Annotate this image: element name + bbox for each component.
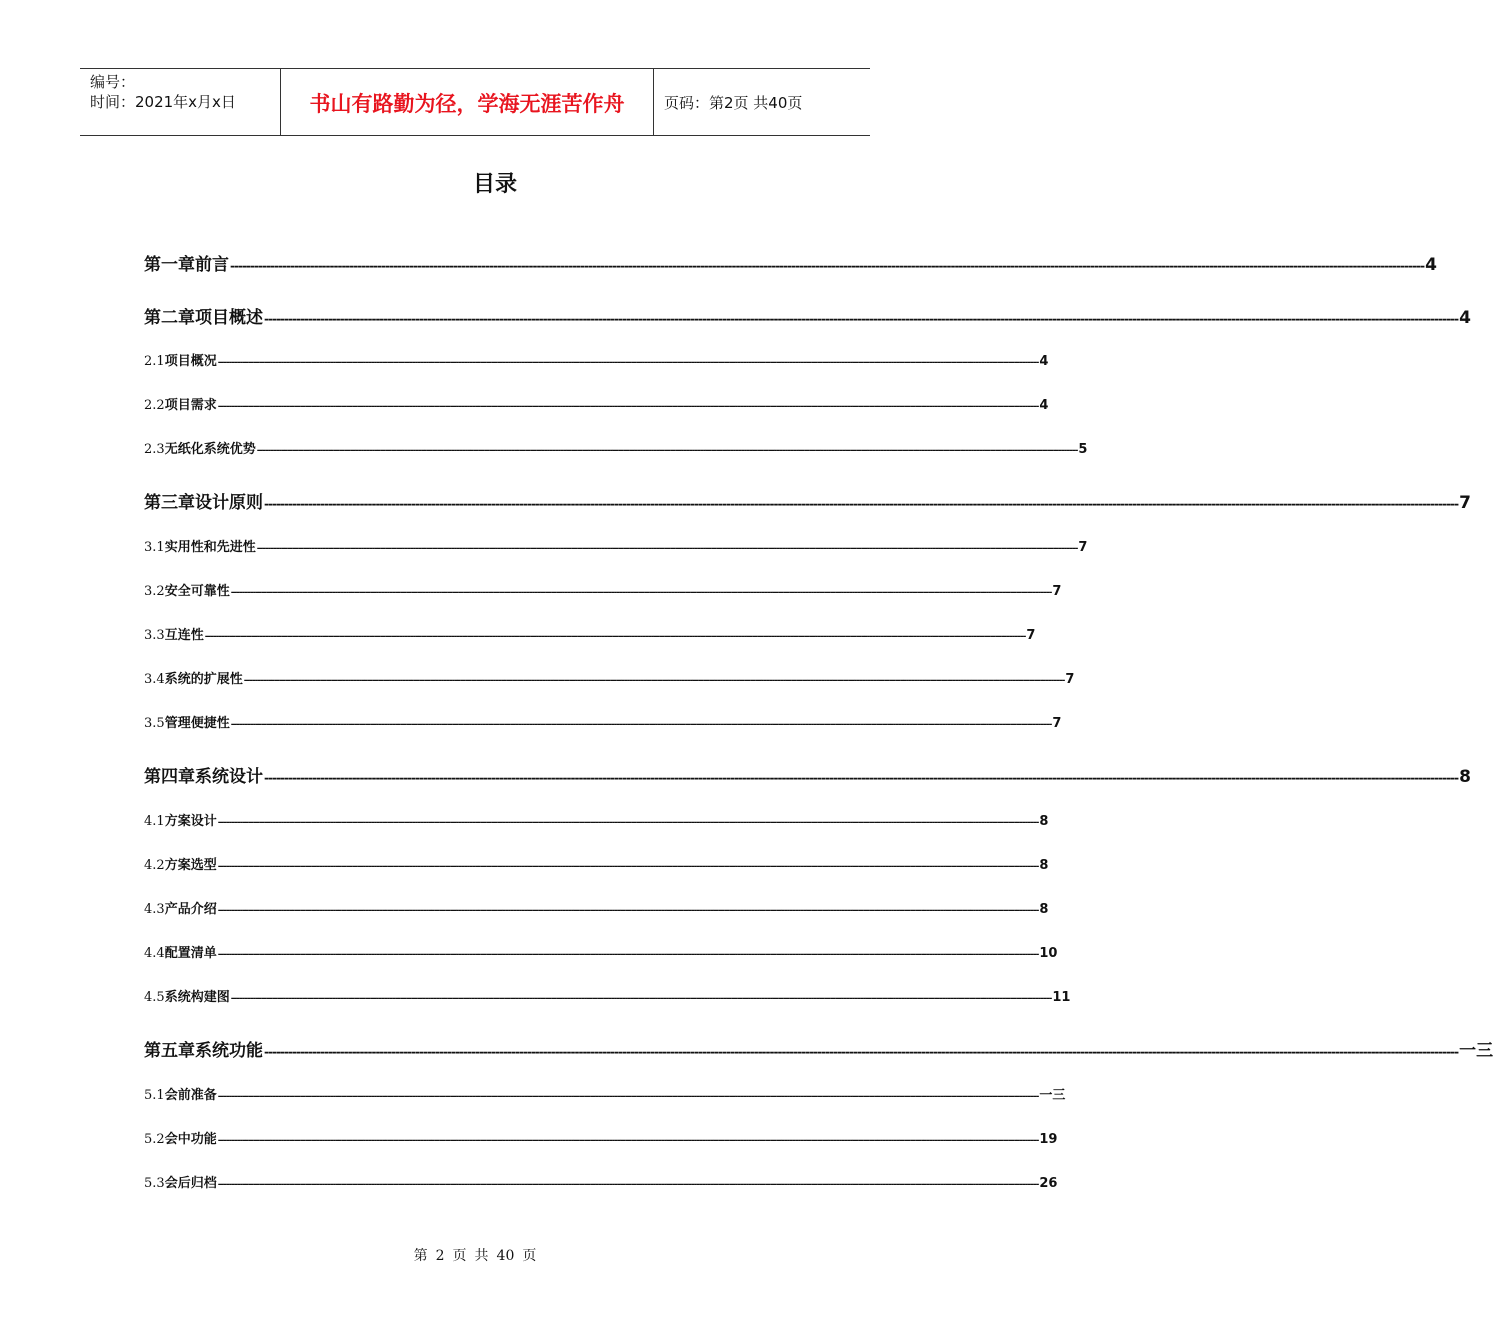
toc-page: 8 <box>1039 814 1049 829</box>
toc-chapter[interactable] <box>144 490 1471 516</box>
toc-leader: ------------------------------------------------------------------------------------------------------------------------------------------------------------------------------------------------------------------------------------------------------------------------------------------------------------ <box>230 588 1052 598</box>
toc-leader: ------------------------------------------------------------------------------------------------------------------------------------------------------------------------------------------------------------------------------------------------------------------------------------------------------------ <box>264 312 1459 326</box>
toc-title-text: 会中功能 <box>164 1132 217 1147</box>
footer-ye: 页 <box>452 1248 467 1264</box>
header-meta <box>80 69 281 135</box>
toc-page: 19 <box>1039 1132 1058 1147</box>
toc-page: 8 <box>1459 767 1471 787</box>
toc-leader: ------------------------------------------------------------------------------------------------------------------------------------------------------------------------------------------------------------------------------------------------------------------------------------------------------------ <box>217 950 1039 960</box>
toc-leader: ------------------------------------------------------------------------------------------------------------------------------------------------------------------------------------------------------------------------------------------------------------------------------------------------------------ <box>264 771 1459 785</box>
toc-title-text: 会后归档 <box>164 1176 217 1191</box>
toc-section[interactable] <box>144 1174 1058 1194</box>
toc-title: 目录 <box>472 172 517 197</box>
toc-leader: ------------------------------------------------------------------------------------------------------------------------------------------------------------------------------------------------------------------------------------------------------------------------------------------------------------ <box>256 446 1078 456</box>
toc-title-text: 方案选型 <box>164 858 217 873</box>
toc-title-text: 项目概述 <box>195 308 263 328</box>
toc-title-text: 管理便捷性 <box>164 716 230 731</box>
toc-leader: ------------------------------------------------------------------------------------------------------------------------------------------------------------------------------------------------------------------------------------------------------------------------------------------------------------ <box>217 818 1039 828</box>
toc-title-text: 系统的扩展性 <box>164 672 243 687</box>
toc-title-text: 产品介绍 <box>164 902 217 917</box>
toc-number: 5.1 <box>144 1088 165 1103</box>
toc-number: 4.5 <box>144 990 165 1005</box>
toc-number: 2.1 <box>144 354 165 369</box>
toc-leader: ------------------------------------------------------------------------------------------------------------------------------------------------------------------------------------------------------------------------------------------------------------------------------------------------------------ <box>204 632 1026 642</box>
toc-leader: ------------------------------------------------------------------------------------------------------------------------------------------------------------------------------------------------------------------------------------------------------------------------------------------------------------ <box>230 994 1052 1004</box>
toc-title-text: 项目需求 <box>164 398 217 413</box>
toc-leader: ------------------------------------------------------------------------------------------------------------------------------------------------------------------------------------------------------------------------------------------------------------------------------------------------------------ <box>230 720 1052 730</box>
toc-title-text: 系统设计 <box>195 767 263 787</box>
toc-leader: ------------------------------------------------------------------------------------------------------------------------------------------------------------------------------------------------------------------------------------------------------------------------------------------------------------ <box>217 906 1039 916</box>
toc-page: 11 <box>1052 990 1071 1005</box>
toc-title-text: 会前准备 <box>164 1088 217 1103</box>
toc-number: 3.1 <box>144 540 165 555</box>
toc-title-text: 安全可靠性 <box>164 584 230 599</box>
toc-page: 4 <box>1039 398 1049 413</box>
toc-chapter[interactable] <box>144 252 1437 278</box>
toc-number: 5.2 <box>144 1132 165 1147</box>
toc-section[interactable] <box>144 714 1062 734</box>
toc-title-text: 配置清单 <box>164 946 217 961</box>
footer-ye2: 页 <box>522 1248 537 1264</box>
toc-section[interactable] <box>144 670 1075 690</box>
toc-leader: ------------------------------------------------------------------------------------------------------------------------------------------------------------------------------------------------------------------------------------------------------------------------------------------------------------ <box>217 1092 1039 1102</box>
toc-number: 3.5 <box>144 716 165 731</box>
toc-section[interactable] <box>144 1086 1066 1106</box>
toc-leader: ------------------------------------------------------------------------------------------------------------------------------------------------------------------------------------------------------------------------------------------------------------------------------------------------------------ <box>217 862 1039 872</box>
toc-page: 7 <box>1065 672 1075 687</box>
toc-leader: ------------------------------------------------------------------------------------------------------------------------------------------------------------------------------------------------------------------------------------------------------------------------------------------------------------ <box>217 1180 1039 1190</box>
toc-section[interactable] <box>144 440 1088 460</box>
toc-page: 4 <box>1459 308 1471 328</box>
toc-section[interactable] <box>144 396 1049 416</box>
toc-title-text: 方案设计 <box>164 814 217 829</box>
toc-number: 第二章 <box>144 308 195 328</box>
toc-section[interactable] <box>144 856 1049 876</box>
toc-number: 第一章 <box>144 255 195 275</box>
toc-title-text: 实用性和先进性 <box>164 540 256 555</box>
toc-title-text: 互连性 <box>164 628 204 643</box>
toc-leader: ------------------------------------------------------------------------------------------------------------------------------------------------------------------------------------------------------------------------------------------------------------------------------------------------------------ <box>217 402 1039 412</box>
toc-number: 4.4 <box>144 946 165 961</box>
page-footer <box>0 1246 950 1266</box>
toc-title-text: 项目概况 <box>164 354 217 369</box>
footer-gong: 共 <box>474 1248 489 1264</box>
toc-page: 4 <box>1425 255 1437 275</box>
toc-page: 8 <box>1039 902 1049 917</box>
toc-page: 7 <box>1052 584 1062 599</box>
toc-number: 3.3 <box>144 628 165 643</box>
toc-section[interactable] <box>144 812 1049 832</box>
toc-number: 第三章 <box>144 493 195 513</box>
toc-section[interactable] <box>144 582 1062 602</box>
header-motto: 书山有路勤为径，学海无涯苦作舟 <box>281 69 654 135</box>
toc-page: 7 <box>1078 540 1088 555</box>
toc-page: 5 <box>1078 442 1088 457</box>
toc-page: 7 <box>1052 716 1062 731</box>
number-label: 编号： <box>90 73 136 91</box>
toc-leader: ------------------------------------------------------------------------------------------------------------------------------------------------------------------------------------------------------------------------------------------------------------------------------------------------------------ <box>264 497 1459 511</box>
toc-title-text: 系统功能 <box>195 1041 263 1061</box>
time-label: 时间：2021年x月x日 <box>90 93 236 111</box>
toc-leader: ------------------------------------------------------------------------------------------------------------------------------------------------------------------------------------------------------------------------------------------------------------------------------------------------------------ <box>256 544 1078 554</box>
toc-section[interactable] <box>144 538 1088 558</box>
toc-leader: ------------------------------------------------------------------------------------------------------------------------------------------------------------------------------------------------------------------------------------------------------------------------------------------------------------ <box>217 358 1039 368</box>
page-header <box>80 68 870 136</box>
toc-title-text: 系统构建图 <box>164 990 230 1005</box>
toc-chapter[interactable] <box>144 1038 1493 1064</box>
toc-section[interactable] <box>144 352 1049 372</box>
footer-current-page: 2 <box>435 1248 445 1264</box>
footer-total-pages: 40 <box>496 1248 515 1264</box>
toc-number: 3.4 <box>144 672 165 687</box>
toc-section[interactable] <box>144 626 1036 646</box>
toc-page: 7 <box>1459 493 1471 513</box>
toc-leader: ------------------------------------------------------------------------------------------------------------------------------------------------------------------------------------------------------------------------------------------------------------------------------------------------------------ <box>217 1136 1039 1146</box>
toc-number: 4.2 <box>144 858 165 873</box>
toc-page: 7 <box>1026 628 1036 643</box>
toc-number: 2.2 <box>144 398 165 413</box>
toc-section[interactable] <box>144 988 1071 1008</box>
toc-page: 10 <box>1039 946 1058 961</box>
toc-section[interactable] <box>144 1130 1058 1150</box>
toc-number: 5.3 <box>144 1176 165 1191</box>
toc-leader: ------------------------------------------------------------------------------------------------------------------------------------------------------------------------------------------------------------------------------------------------------------------------------------------------------------ <box>264 1045 1459 1059</box>
toc-page: 一三 <box>1039 1088 1066 1103</box>
toc-number: 第五章 <box>144 1041 195 1061</box>
toc-page: 4 <box>1039 354 1049 369</box>
toc-number: 4.3 <box>144 902 165 917</box>
header-page-info: 页码：第2页 共40页 <box>664 94 803 112</box>
toc-title-text: 前言 <box>195 255 229 275</box>
footer-di: 第 <box>413 1248 428 1264</box>
toc-page: 8 <box>1039 858 1049 873</box>
toc-page: 26 <box>1039 1176 1058 1191</box>
toc-number: 第四章 <box>144 767 195 787</box>
toc-section[interactable] <box>144 900 1049 920</box>
toc-page: 一三 <box>1459 1041 1493 1061</box>
toc-title-text: 无纸化系统优势 <box>164 442 256 457</box>
toc-number: 4.1 <box>144 814 165 829</box>
toc-leader: ------------------------------------------------------------------------------------------------------------------------------------------------------------------------------------------------------------------------------------------------------------------------------------------------------------ <box>243 676 1065 686</box>
toc-chapter[interactable] <box>144 305 1471 331</box>
toc-number: 3.2 <box>144 584 165 599</box>
toc-section[interactable] <box>144 944 1058 964</box>
toc-leader: ------------------------------------------------------------------------------------------------------------------------------------------------------------------------------------------------------------------------------------------------------------------------------------------------------------ <box>230 259 1425 273</box>
toc-title-text: 设计原则 <box>195 493 263 513</box>
toc-chapter[interactable] <box>144 764 1471 790</box>
toc-number: 2.3 <box>144 442 165 457</box>
